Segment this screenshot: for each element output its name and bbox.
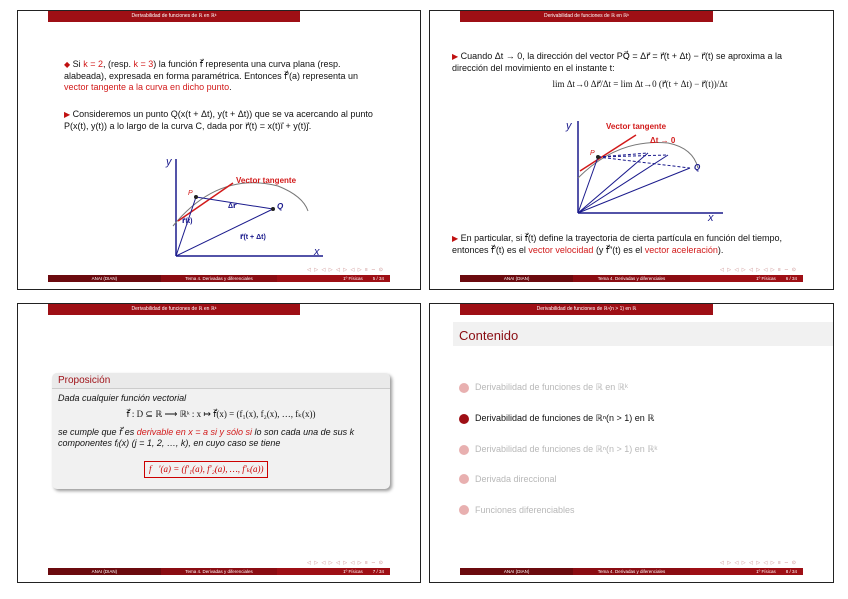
text: ) la función f⃗ representa una curva plana (resp. alabeada), expresada en forma paramétrica. Entonces f⃗′(a) representa un [64, 59, 359, 81]
paragraph-2 [64, 109, 394, 132]
footer-topic: Tema 4. Derivadas y diferenciales [161, 568, 277, 575]
tangent-figure [158, 151, 328, 261]
slide-5 [17, 10, 421, 290]
text: En particular, si f⃗(t) define la trayectoria de cierta partícula en función del tiempo, entonces f⃗′(t) es el [452, 233, 783, 255]
proposition-title: Proposición [52, 373, 390, 389]
footer-author: ANAI (DIAN) [48, 275, 161, 282]
slide-header: Derivabilidad de funciones de ℝ en ℝᵏ [460, 11, 713, 22]
toc-item-4[interactable] [459, 474, 557, 484]
text-red: k = 3 [133, 59, 154, 69]
slide-header: Derivabilidad de funciones de ℝ en ℝᵏ [48, 11, 300, 22]
point-p-label: P [188, 190, 193, 197]
slide-footer [460, 568, 803, 575]
page-number: 6 / 34 [785, 276, 797, 281]
toc-item-label: Funciones diferenciables [475, 505, 575, 515]
triangle-icon: ▶ [64, 110, 71, 119]
text: ). [717, 244, 724, 255]
footer-right [277, 568, 390, 575]
paragraph-2 [452, 233, 807, 256]
text-red: derivable en x = a si y sólo si [136, 427, 253, 437]
footer-topic: Tema 4. Derivadas y diferenciales [573, 275, 690, 282]
text: (y f⃗″(t) es el [593, 244, 645, 255]
proposition-line-1: Dada cualquier función vectorial [58, 393, 187, 403]
text-red: vector aceleración [644, 244, 718, 255]
proposition-block [52, 373, 390, 489]
toc-item-label: Derivada direccional [475, 474, 557, 484]
point-p-label: P [590, 150, 595, 157]
text: , (resp. [102, 59, 134, 69]
section-bullet-icon [459, 505, 469, 515]
footer-course: 1º Físicas [343, 569, 363, 574]
footer-author: ANAI (DIAN) [48, 568, 161, 575]
tangent-label: Vector tangente [236, 176, 297, 185]
r-t-label: r⃗(t) [182, 218, 193, 225]
axis-y-label: y [166, 156, 172, 168]
slide-header: Derivabilidad de funciones de ℝⁿ(n > 1) en ℝ [460, 304, 713, 315]
slide-footer [460, 275, 803, 282]
limit-formula: lim Δt→0 Δr⃗/Δt = lim Δt→0 (r⃗(t + Δt) − r⃗(t))/Δt [552, 79, 728, 89]
toc-item-5[interactable] [459, 505, 575, 515]
text-red: k = 2 [83, 59, 103, 69]
bullet-icon: ◆ [64, 60, 71, 69]
text-red: vector tangente a la curva en dicho punto [64, 82, 230, 92]
footer-author: ANAI (DIAN) [460, 568, 573, 575]
footer-author: ANAI (DIAN) [460, 275, 573, 282]
slide-header: Derivabilidad de funciones de ℝ en ℝᵏ [48, 304, 300, 315]
footer-topic: Tema 4. Derivadas y diferenciales [161, 275, 277, 282]
triangle-icon: ▶ [452, 234, 459, 243]
text: . [229, 82, 232, 92]
section-bullet-icon [459, 383, 469, 393]
toc-item-label: Derivabilidad de funciones de ℝ en ℝᵏ [475, 382, 628, 392]
slide-footer [48, 568, 390, 575]
footer-topic: Tema 4. Derivadas y diferenciales [573, 568, 690, 575]
text: Consideremos un punto Q(x(t + Δt), y(t + Δt)) que se va acercando al punto P(x(t), y(t)) a lo largo de la curva C, dada por r⃗(t) = x(t)i⃗ + y(t)j⃗. [64, 109, 373, 131]
toc-title: Contenido [459, 328, 519, 343]
footer-right [690, 275, 803, 282]
page-number: 8 / 34 [785, 569, 797, 574]
beamer-navigation[interactable]: ◁ ▷ ◁ ▷ ◁ ▷ ◁ ▷ ≡ ∽ ⊙ [720, 267, 797, 273]
text: lo son cada una de sus k componentes fⱼ(x) (j = 1, 2, …, k), en cuyo caso se tiene [58, 427, 355, 448]
text: Cuando Δt → 0, la dirección del vector PQ⃗ = Δr⃗ = r⃗(t + Δt) − r⃗(t) se aproxima a la dirección del movimiento en el instante t: [452, 51, 783, 73]
point-q-label: Q [694, 163, 701, 172]
text: se cumple que f⃗ es [58, 427, 137, 437]
paragraph-1 [64, 59, 384, 94]
triangle-icon: ▶ [452, 52, 459, 61]
toc-item-3[interactable] [459, 444, 657, 455]
toc-item-label: Derivabilidad de funciones de ℝⁿ(n > 1) en ℝᵏ [475, 444, 658, 454]
section-bullet-icon [459, 474, 469, 484]
proposition-line-2 [58, 427, 384, 449]
slide-footer [48, 275, 390, 282]
page-number: 7 / 34 [372, 569, 384, 574]
section-bullet-icon [459, 445, 469, 455]
text-red: vector velocidad [528, 244, 594, 255]
footer-right [277, 275, 390, 282]
limit-figure [558, 113, 728, 223]
boxed-derivative-formula: f⃗′(a) = (f′₁(a), f′₂(a), …, f′ₖ(a)) [144, 461, 268, 478]
toc-item-1[interactable] [459, 382, 628, 393]
delta-t-label: Δt → 0 [650, 136, 676, 145]
beamer-navigation[interactable]: ◁ ▷ ◁ ▷ ◁ ▷ ◁ ▷ ≡ ∽ ⊙ [307, 560, 384, 566]
paragraph-1 [452, 51, 807, 74]
beamer-navigation[interactable]: ◁ ▷ ◁ ▷ ◁ ▷ ◁ ▷ ≡ ∽ ⊙ [307, 267, 384, 273]
footer-course: 1º Físicas [756, 569, 776, 574]
beamer-navigation[interactable]: ◁ ▷ ◁ ▷ ◁ ▷ ◁ ▷ ≡ ∽ ⊙ [720, 560, 797, 566]
axis-x-label: x [314, 246, 320, 258]
delta-r-label: Δr⃗ [228, 203, 237, 210]
point-q-label: Q [277, 202, 284, 211]
footer-course: 1º Físicas [343, 276, 363, 281]
section-bullet-icon [459, 414, 469, 424]
toc-item-label: Derivabilidad de funciones de ℝⁿ(n > 1) en ℝ [475, 413, 655, 423]
axis-x-label: x [708, 212, 714, 223]
r-t-dt-label: r⃗(t + Δt) [240, 234, 266, 241]
toc-item-2[interactable] [459, 413, 654, 424]
footer-course: 1º Físicas [756, 276, 776, 281]
tangent-label: Vector tangente [606, 122, 667, 131]
footer-right [690, 568, 803, 575]
page-number: 5 / 34 [372, 276, 384, 281]
function-formula: f⃗ : D ⊆ ℝ ⟶ ℝᵏ : x ↦ f⃗(x) = (f₁(x), f₂(x), …, fₖ(x)) [126, 409, 316, 419]
text: Si [72, 59, 84, 69]
axis-y-label: y [566, 120, 572, 132]
slide-6 [429, 10, 834, 290]
